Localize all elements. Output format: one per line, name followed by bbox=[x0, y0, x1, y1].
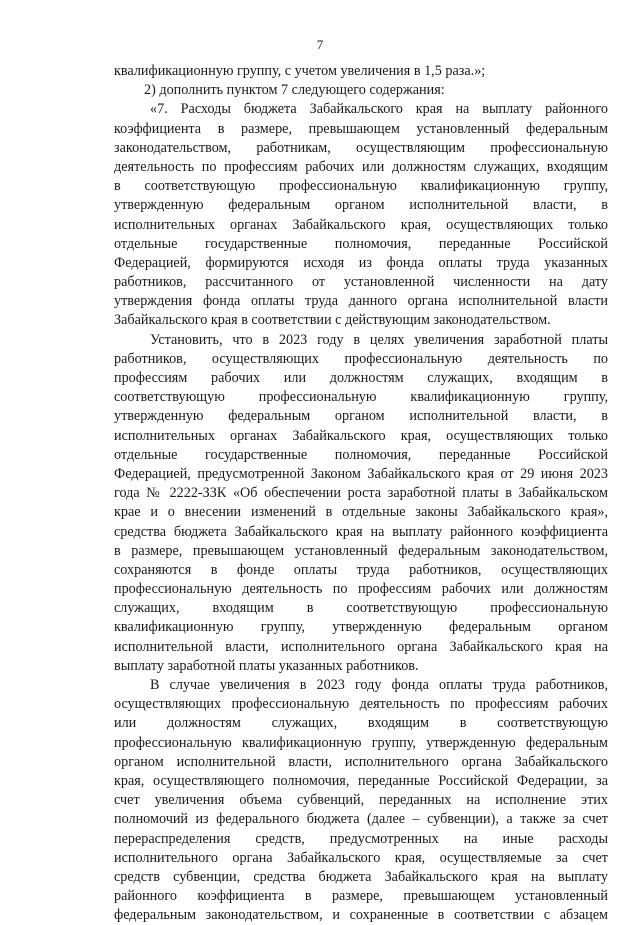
text-line: средств субвенции, средства бюджета Забайкальского края на выплату bbox=[114, 868, 608, 885]
text-line: или должностям служащих, входящим в соответствующую bbox=[114, 715, 608, 732]
text-line: в размере, превышающем установленный федеральным законодательством, bbox=[114, 542, 608, 559]
text-line: районного коэффициента в размере, превышающем установленный bbox=[114, 888, 608, 905]
text-line: исполнительной власти, исполнительного органа Забайкальского края на bbox=[114, 638, 608, 655]
text-line: Федерацией, предусмотренной Законом Забайкальского края от 29 июня 2023 bbox=[114, 465, 608, 482]
text-line: 2) дополнить пунктом 7 следующего содержания: bbox=[144, 82, 445, 99]
text-line: соответствующую профессиональную квалификационную группу, bbox=[114, 389, 608, 406]
text-line: перераспределения средств, предусмотренных на иные расходы bbox=[114, 830, 608, 847]
text-line: работников, рассчитанного от установленной численности на дату bbox=[114, 274, 608, 291]
text-line: квалификационную группу, с учетом увеличения в 1,5 раза.»; bbox=[114, 63, 486, 79]
text-line: Установить, что в 2023 году в целях увеличения заработной платы bbox=[150, 331, 608, 348]
text-line: отдельные государственные полномочия, переданные Российской bbox=[114, 446, 608, 463]
text-line: деятельность по профессиям рабочих или должностям служащих, входящим bbox=[114, 158, 608, 175]
text-line: крае и о внесении изменений в отдельные законы Забайкальского края», bbox=[114, 504, 608, 521]
text-line: работников, осуществляющих профессиональную деятельность по bbox=[114, 350, 608, 367]
text-line: профессиональную деятельность по профессиям рабочих или должностям bbox=[114, 581, 608, 598]
text-line: исполнительных органах Забайкальского края, осуществляющих только bbox=[114, 216, 608, 233]
text-line: коэффициента в размере, превышающем установленный федеральным bbox=[114, 120, 608, 137]
text-line: утверждения фонда оплаты труда данного органа исполнительной власти bbox=[114, 293, 608, 310]
text-line: исполнительного органа Забайкальского края, осуществляемые за счет bbox=[114, 849, 608, 866]
text-line: сохраняются в фонде оплаты труда работников, осуществляющих bbox=[114, 561, 608, 578]
text-line: края, осуществляющего полномочия, переданные Российской Федерации, за bbox=[114, 772, 608, 789]
text-line: отдельные государственные полномочия, переданные Российской bbox=[114, 235, 608, 252]
text-line: утвержденную федеральным органом исполнительной власти, в bbox=[114, 197, 608, 214]
text-line: федеральным законодательством, и сохраненные в соответствии с абзацем bbox=[114, 907, 608, 924]
text-line: полномочий из федерального бюджета (далее – субвенции), а также за счет bbox=[114, 811, 608, 828]
text-line: В случае увеличения в 2023 году фонда оплаты труда работников, bbox=[150, 677, 608, 693]
text-line: профессиям рабочих или должностям служащих, входящим в bbox=[114, 370, 608, 386]
text-line: квалификационную группу, утвержденную федеральным органом bbox=[114, 619, 608, 636]
text-line: утвержденную федеральным органом исполнительной власти, в bbox=[114, 408, 608, 425]
text-line: года № 2222-ЗЗК «Об обеспечении роста заработной платы в Забайкальском bbox=[114, 485, 608, 502]
text-line: Федерацией, формируются исходя из фонда оплаты труда указанных bbox=[114, 254, 608, 271]
text-line: профессиональную квалификационную группу, утвержденную федеральным bbox=[114, 734, 608, 751]
text-line: органом исполнительной власти, исполнительного органа Забайкальского bbox=[114, 753, 608, 770]
text-line: счет увеличения объема субвенций, переданных на исполнение этих bbox=[114, 792, 608, 809]
text-line: Забайкальского края в соответствии с действующим законодательством. bbox=[114, 312, 551, 329]
text-line: «7. Расходы бюджета Забайкальского края на выплату районного bbox=[150, 101, 608, 118]
text-line: средства бюджета Забайкальского края на выплату районного коэффициента bbox=[114, 523, 608, 540]
text-line: законодательством, работникам, осуществляющим профессиональную bbox=[114, 139, 608, 156]
text-line: исполнительных органах Забайкальского края, осуществляющих только bbox=[114, 427, 608, 444]
text-line: в соответствующую профессиональную квалификационную группу, bbox=[114, 178, 608, 195]
page-number: 7 bbox=[316, 37, 324, 52]
text-line: выплату заработной платы указанных работников. bbox=[114, 657, 419, 674]
text-line: служащих, входящим в соответствующую профессиональную bbox=[114, 600, 608, 617]
text-line: осуществляющих профессиональную деятельность по профессиям рабочих bbox=[114, 696, 608, 713]
document-body bbox=[114, 62, 608, 925]
